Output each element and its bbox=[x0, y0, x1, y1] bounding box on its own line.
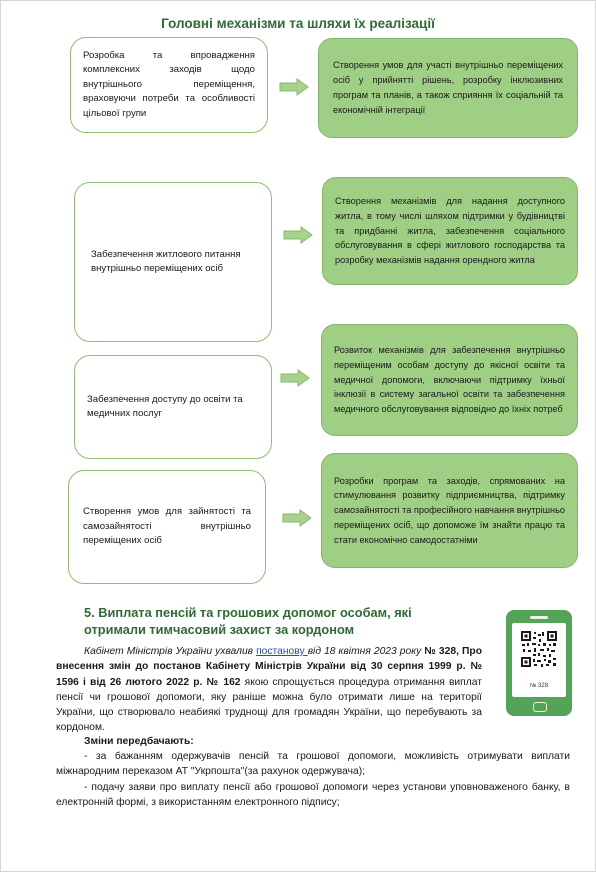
list-item bbox=[56, 780, 570, 811]
implementation-text-2: Створення механізмів для надання доступного житла, в тому числі шляхом підтримки у будівництві та придбанні житла, забезпечення соціального обслуговування в сфері житлового господарства та розробку механізмів надання орендного житла bbox=[335, 196, 565, 266]
list-item-text-2: - подачу заяви про виплату пенсії або грошової допомоги через установи уповноваженого банку, в електронній формі, з використанням електронного підпису; bbox=[56, 782, 570, 809]
resolution-title: № 328, Про внесення змін до постанов Кабінету Міністрів України від 30 серпня 1999 р. № 1596 і від 26 лютого 2022 р. № 162 bbox=[56, 646, 482, 688]
implementation-text-4: Розробки програм та заходів, спрямованих на стимулювання розвитку підприємництва, підтримку самозайнятості та професійного навчання внутрішньо переміщених осіб, що допоможе їм знайти працю та стати економічно самодостатніми bbox=[334, 475, 566, 545]
resolution-date: від 18 квітня 2023 року bbox=[307, 646, 425, 657]
list-item-text-1: - за бажанням одержувачів пенсій та грошової допомоги, можливість отримувати виплати міжнародним переказом АТ "Укрпошта"(за рахунок одержувача); bbox=[56, 751, 570, 778]
resolution-link[interactable]: постанову bbox=[256, 646, 308, 657]
arrow-right-icon bbox=[283, 226, 313, 244]
phone-qr-icon bbox=[506, 610, 572, 716]
mechanism-box-2 bbox=[74, 182, 272, 342]
mechanism-text-2: Забезпечення житлового питання внутрішньо переміщених осіб bbox=[91, 248, 241, 274]
implementation-text-1: Створення умов для участі внутрішньо переміщених осіб у прийнятті рішень, розробку інклюзивних програм та планів, а також сприяння їх соціальній та економічній інтеграції bbox=[333, 60, 563, 115]
arrow-right-icon bbox=[280, 369, 310, 387]
arrow-right-icon bbox=[279, 78, 309, 96]
page-title: Головні механізми та шляхи їх реалізації bbox=[161, 16, 435, 31]
phone-home-button bbox=[533, 702, 547, 712]
implementation-box-1 bbox=[318, 38, 578, 138]
qr-code-icon bbox=[521, 631, 557, 667]
resolution-intro: Кабінет Міністрів України ухвалив bbox=[84, 646, 257, 657]
implementation-box-2 bbox=[322, 177, 578, 285]
resolution-paragraph bbox=[56, 644, 482, 736]
resolution-body: якою спрощується процедура отримання виплат пенсії чи грошової допомоги, яку раніше можна було отримати лише на території України, що створювало неабиякі труднощі для громадян України, що перебувають за кордоном. bbox=[56, 676, 482, 734]
section-heading: 5. Виплата пенсій та грошових допомог особам, які отримали тимчасовий захист за кордоном bbox=[84, 605, 412, 637]
qr-caption: № 328 bbox=[529, 683, 549, 689]
implementation-box-4 bbox=[321, 453, 578, 568]
mechanism-text-4: Створення умов для зайнятості та самозайнятості внутрішньо переміщених осіб bbox=[83, 506, 251, 547]
implementation-text-3: Розвиток механізмів для забезпечення внутрішньо переміщеним особам доступу до якісної освіти та медичної допомоги, включаючи підтримку їхньої інклюзії в систему загальної освіти та забезпечення медичного обслуговування відповідно до їхніх потреб bbox=[334, 345, 565, 415]
list-item bbox=[56, 749, 570, 780]
phone-speaker bbox=[530, 616, 548, 619]
mechanism-text-3: Забезпечення доступу до освіти та медичних послуг bbox=[87, 393, 243, 419]
mechanism-box-1 bbox=[70, 37, 268, 133]
arrow-right-icon bbox=[282, 509, 312, 527]
changes-label bbox=[56, 734, 596, 749]
mechanism-box-3 bbox=[74, 355, 272, 459]
mechanism-box-4 bbox=[68, 470, 266, 584]
implementation-box-3 bbox=[321, 324, 578, 436]
changes-label-text: Зміни передбачають: bbox=[84, 736, 194, 747]
phone-screen bbox=[512, 623, 566, 697]
mechanism-text-1: Розробка та впровадження комплексних заходів щодо внутрішнього переміщення, враховуючи потреби та особливості цільової групи bbox=[83, 49, 255, 119]
